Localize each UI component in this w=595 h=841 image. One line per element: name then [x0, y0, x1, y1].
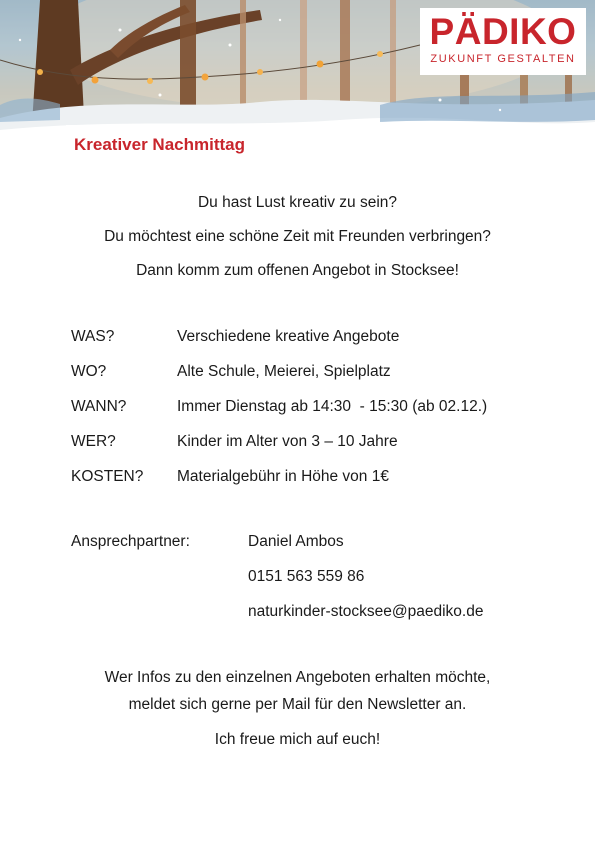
contact-line-email [71, 601, 483, 636]
detail-value: Alte Schule, Meierei, Spielplatz [177, 363, 391, 380]
page-title: Kreativer Nachmittag [66, 125, 268, 155]
intro-line: Du möchtest eine schöne Zeit mit Freunden verbringen? [104, 228, 491, 245]
header-banner [0, 0, 595, 155]
event-details [71, 326, 487, 501]
detail-label: WAS? [71, 328, 115, 345]
detail-value: Immer Dienstag ab 14:30 - 15:30 (ab 02.12.) [177, 398, 488, 415]
detail-value: Materialgebühr in Höhe von 1€ [177, 468, 389, 485]
detail-label: KOSTEN? [71, 468, 144, 485]
intro-text [0, 192, 595, 294]
contact-line-phone [71, 566, 483, 601]
logo-tagline: ZUKUNFT GESTALTEN [430, 53, 576, 65]
contact-label: Ansprechpartner: [71, 533, 190, 550]
detail-row-wer [71, 431, 487, 466]
paediko-logo [420, 8, 586, 75]
outro-closing: Ich freue mich auf euch! [214, 731, 381, 748]
outro-line: Wer Infos zu den einzelnen Angeboten erhalten möchte, [104, 669, 491, 686]
detail-label: WO? [71, 363, 107, 380]
detail-label: WER? [71, 433, 116, 450]
detail-label: WANN? [71, 398, 127, 415]
intro-line: Du hast Lust kreativ zu sein? [197, 194, 398, 211]
contact-line-name [71, 531, 483, 566]
outro-text [0, 664, 595, 753]
contact-block [71, 531, 483, 636]
detail-value: Verschiedene kreative Angebote [177, 328, 400, 345]
detail-row-wann [71, 396, 487, 431]
contact-phone[interactable]: 0151 563 559 86 [248, 568, 365, 585]
detail-row-was [71, 326, 487, 361]
contact-name: Daniel Ambos [248, 533, 344, 550]
logo-name: PÄDIKO [429, 11, 577, 52]
contact-email[interactable]: naturkinder-stocksee@paediko.de [248, 603, 484, 620]
outro-line: meldet sich gerne per Mail für den Newsletter an. [128, 696, 467, 713]
detail-row-kosten [71, 466, 487, 501]
detail-value: Kinder im Alter von 3 – 10 Jahre [177, 433, 398, 450]
detail-row-wo [71, 361, 487, 396]
intro-line: Dann komm zum offenen Angebot in Stocksee! [136, 262, 459, 279]
